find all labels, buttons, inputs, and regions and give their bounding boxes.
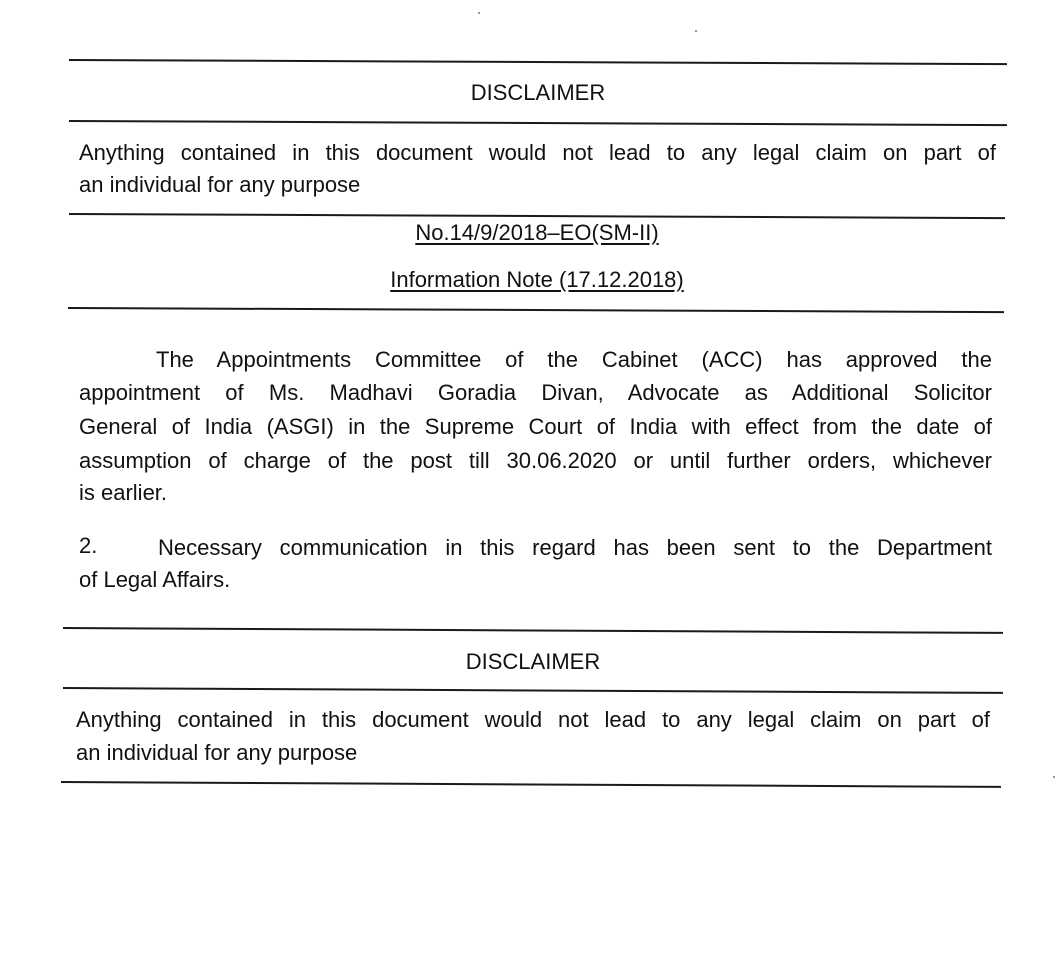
paragraph2-line1: Necessary communication in this regard has been sent to the Department [158,535,992,560]
footer-disclaimer-text-line1: Anything contained in this document would not lead to any legal claim on part of [76,707,990,732]
paragraph1-line2: appointment of Ms. Madhavi Goradia Divan, Advocate as Additional Solicitor [79,380,992,405]
header-disclaimer-text-line1: Anything contained in this document would not lead to any legal claim on part of [79,140,996,165]
footer-disclaimer-text-line2: an individual for any purpose [76,740,358,765]
divider-header-disclaimer [69,120,1007,126]
divider-footer-disclaimer [63,687,1003,694]
divider-top [69,59,1007,65]
scan-speck [695,30,697,32]
scan-speck [1053,776,1055,778]
scan-speck [478,12,480,14]
paragraph1-line3: General of India (ASGI) in the Supreme Court of India with effect from the date of [79,414,992,439]
footer-disclaimer-title: DISCLAIMER [465,649,601,674]
information-note-title: Information Note (17.12.2018) [390,267,684,292]
header-disclaimer-text-line2: an individual for any purpose [79,172,361,197]
paragraph1-line1: The Appointments Committee of the Cabinet (ACC) has approved the [156,347,992,372]
paragraph1-line4: assumption of charge of the post till 30.06.2020 or until further orders, whichever [79,448,992,473]
reference-number: No.14/9/2018–EO(SM-II) [415,220,659,245]
divider-before-footer-disclaimer [63,627,1003,634]
paragraph1-line5: is earlier. [79,480,168,505]
paragraph2-line2: of Legal Affairs. [79,567,231,592]
header-disclaimer-title: DISCLAIMER [470,80,606,105]
paragraph2-number: 2. [79,533,98,558]
divider-bottom [61,781,1001,788]
divider-after-reference [68,307,1004,313]
